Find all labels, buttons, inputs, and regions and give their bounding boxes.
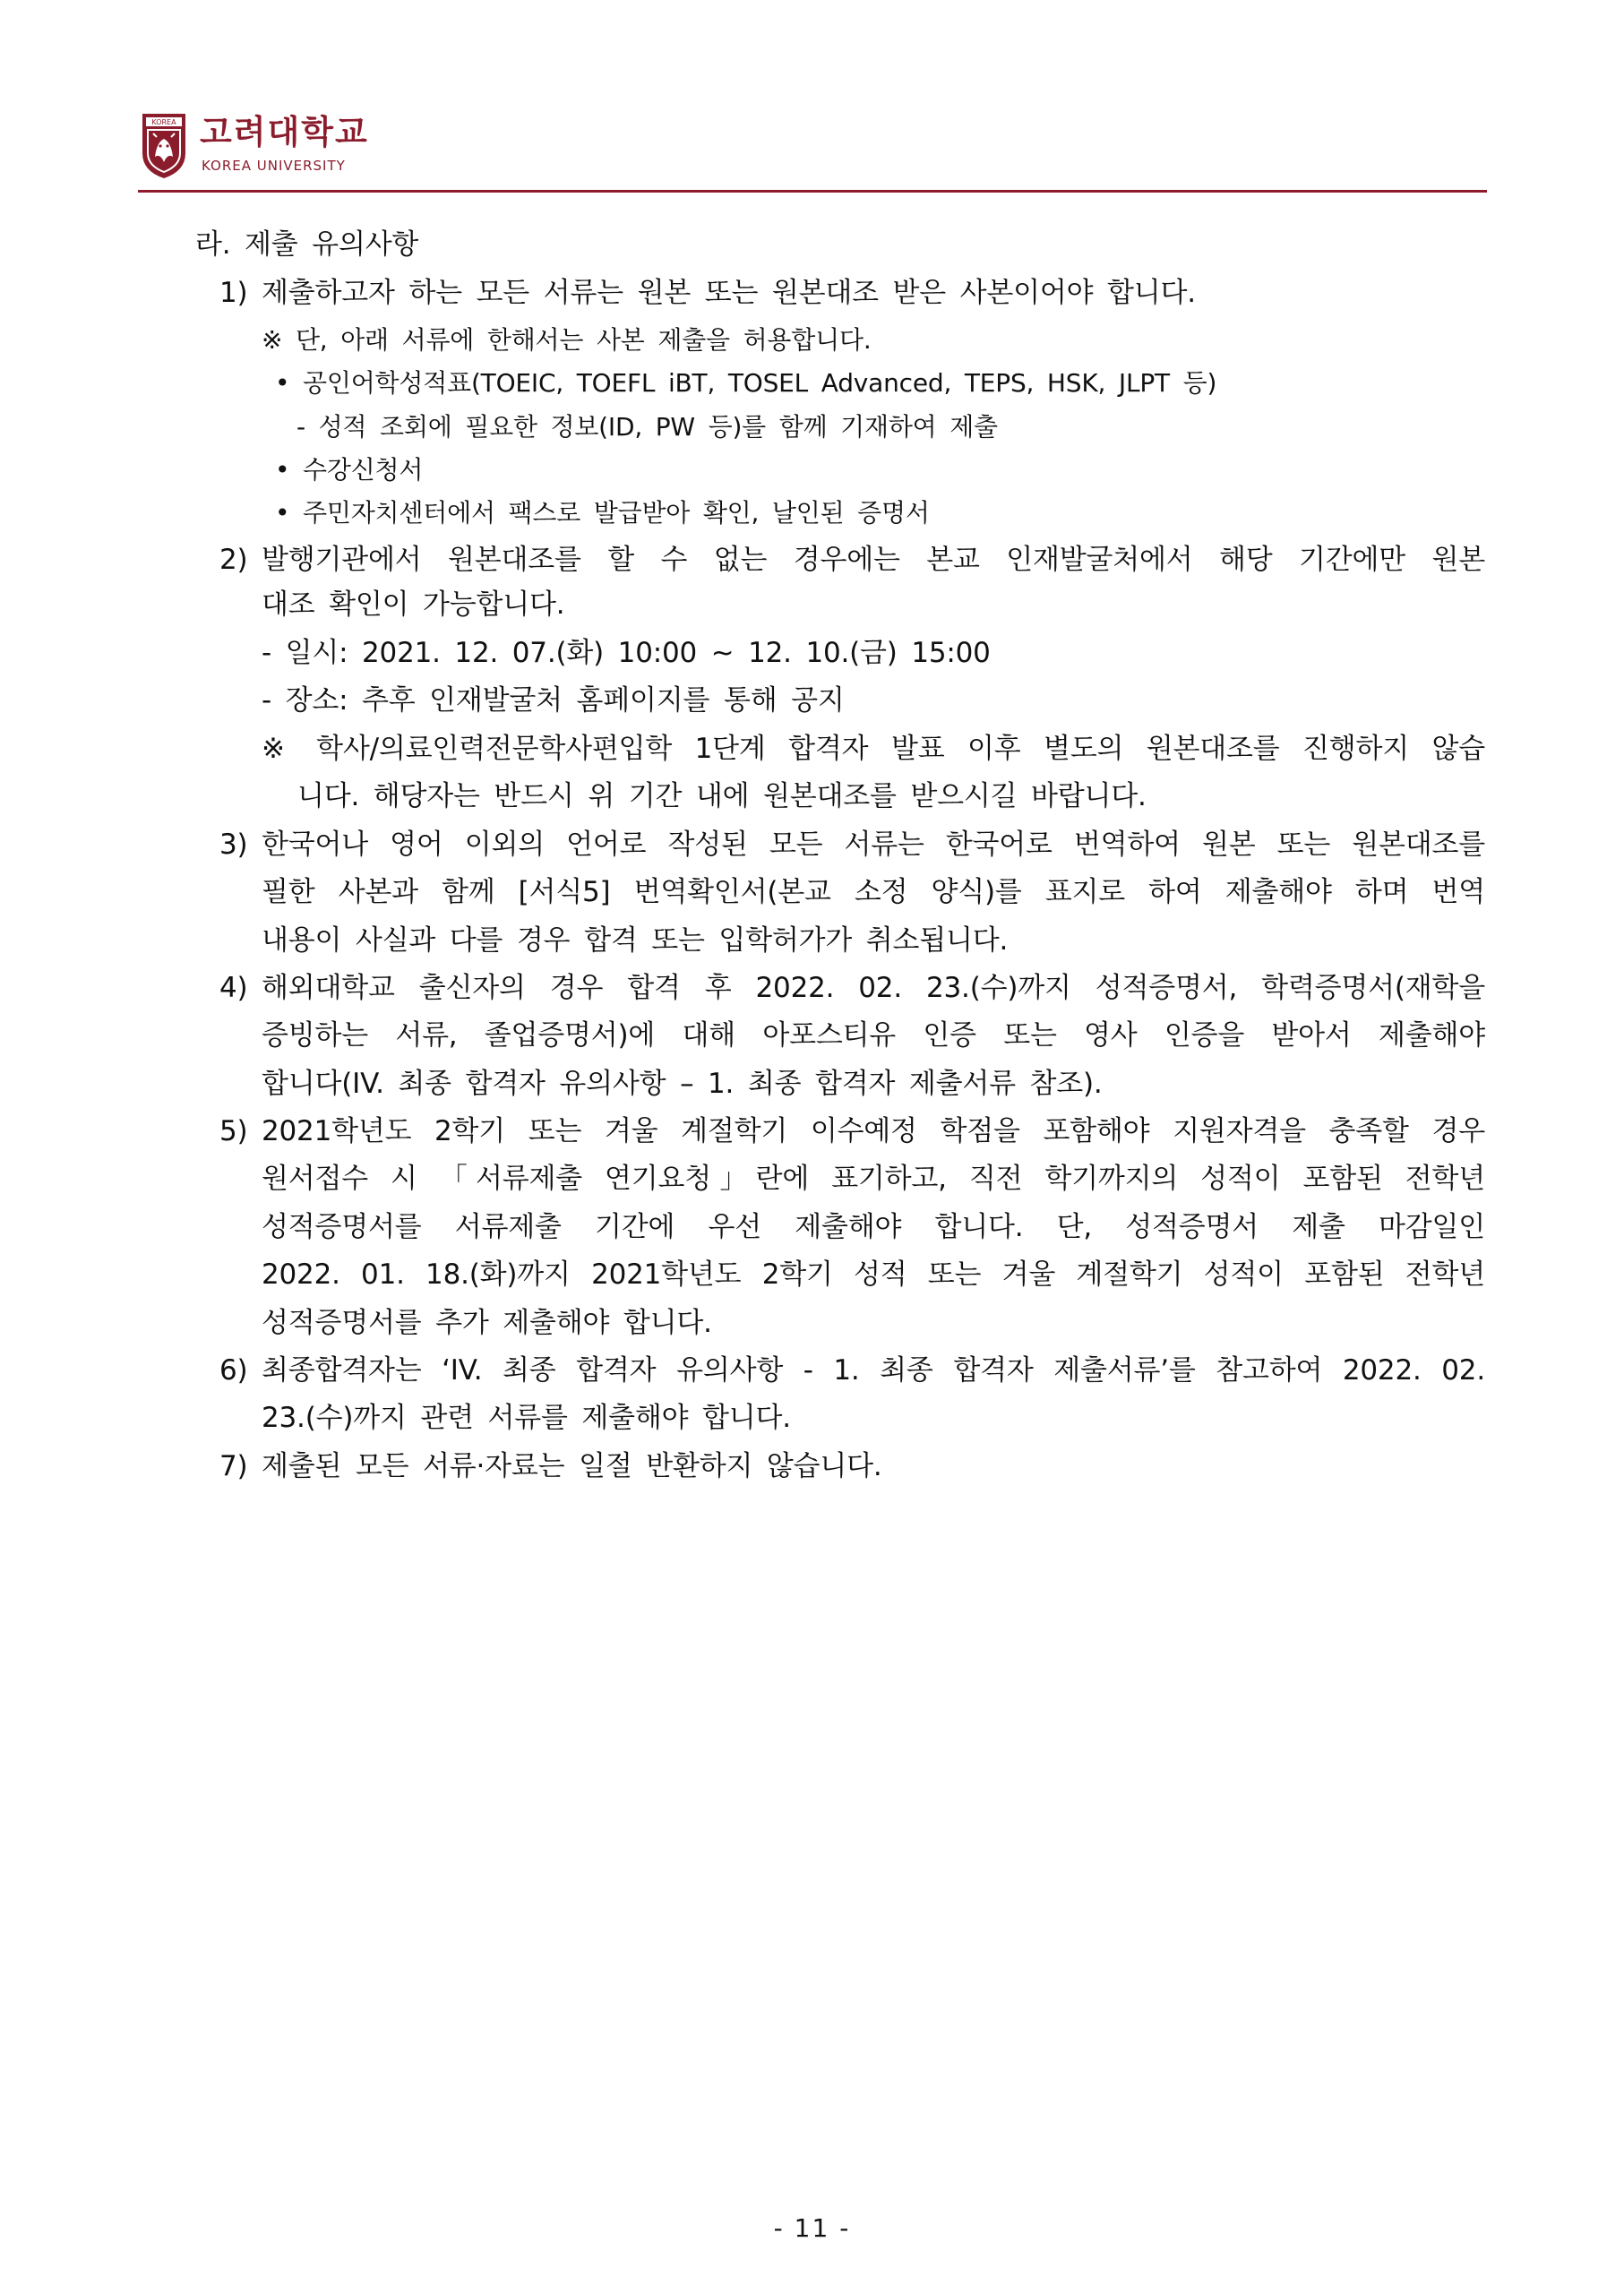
- item-2-place: - 장소: 추후 인재발굴처 홈페이지를 통해 공지: [262, 684, 845, 717]
- item-5-number: 5): [219, 1115, 248, 1147]
- item-2-date: - 일시: 2021. 12. 07.(화) 10:00 ~ 12. 10.(금) 15:00: [262, 637, 991, 669]
- logo-english: KOREA UNIVERSITY: [202, 158, 346, 174]
- item-2-note-line-1: ※ 학사/의료인력전문학사편입학 1단계 합격자 발표 이후 별도의 원본대조를 진행하지 않습: [262, 733, 1485, 765]
- page-number: - 11 -: [773, 2213, 851, 2243]
- item-5-line-2: 원서접수 시 「서류제출 연기요청」란에 표기하고, 직전 학기까지의 성적이 포함된 전학년: [262, 1163, 1485, 1195]
- item-1-bullet-1: • 공인어학성적표(TOEIC, TOEFL iBT, TOSEL Advanced, TEPS, HSK, JLPT 등): [275, 368, 1217, 398]
- item-4-line-3: 합니다(IV. 최종 합격자 유의사항 – 1. 최종 합격자 제출서류 참조).: [262, 1068, 1103, 1100]
- logo-korean: 고려대학교: [200, 113, 369, 151]
- item-1-note: ※ 단, 아래 서류에 한해서는 사본 제출을 허용합니다.: [262, 325, 872, 355]
- item-3-line-3: 내용이 사실과 다를 경우 합격 또는 입학허가가 취소됩니다.: [262, 924, 1009, 957]
- item-3-line-2: 필한 사본과 함께 [서식5] 번역확인서(본교 소정 양식)를 표지로 하여 제출해야 하며 번역: [262, 876, 1485, 908]
- item-1-bullet-2: • 수강신청서: [275, 455, 424, 485]
- item-1-bullet-1-detail: - 성적 조회에 필요한 정보(ID, PW 등)를 함께 기재하여 제출: [296, 412, 998, 442]
- item-7-line-1: 제출된 모든 서류·자료는 일절 반환하지 않습니다.: [262, 1450, 882, 1482]
- item-5-line-1: 2021학년도 2학기 또는 겨울 계절학기 이수예정 학점을 포함해야 지원자격을 충족할 경우: [262, 1115, 1485, 1147]
- item-4-line-2: 증빙하는 서류, 졸업증명서)에 대해 아포스티유 인증 또는 영사 인증을 받아서 제출해야: [262, 1019, 1485, 1052]
- item-3-line-1: 한국어나 영어 이외의 언어로 작성된 모든 서류는 한국어로 번역하여 원본 또는 원본대조를: [262, 829, 1485, 861]
- section-heading: 라. 제출 유의사항: [195, 228, 419, 261]
- item-3-number: 3): [219, 829, 248, 861]
- item-2-line-1: 발행기관에서 원본대조를 할 수 없는 경우에는 본교 인재발굴처에서 해당 기간에만 원본: [262, 544, 1485, 576]
- item-2-line-2: 대조 확인이 가능합니다.: [262, 588, 565, 621]
- item-1-number: 1): [219, 277, 248, 309]
- item-2-note-line-2: 니다. 해당자는 반드시 위 기간 내에 원본대조를 받으시길 바랍니다.: [297, 780, 1147, 812]
- item-6-line-2: 23.(수)까지 관련 서류를 제출해야 합니다.: [262, 1402, 791, 1434]
- item-5-line-4: 2022. 01. 18.(화)까지 2021학년도 2학기 성적 또는 겨울 계절학기 성적이 포함된 전학년: [262, 1258, 1485, 1291]
- university-seal-icon: [141, 112, 187, 180]
- item-6-line-1: 최종합격자는 ‘IV. 최종 합격자 유의사항 - 1. 최종 합격자 제출서류’를 참고하여 2022. 02.: [262, 1354, 1485, 1387]
- item-5-line-5: 성적증명서를 추가 제출해야 합니다.: [262, 1307, 712, 1339]
- item-7-number: 7): [219, 1450, 248, 1482]
- item-5-line-3: 성적증명서를 서류제출 기간에 우선 제출해야 합니다. 단, 성적증명서 제출 마감일인: [262, 1211, 1485, 1243]
- item-2-number: 2): [219, 544, 248, 576]
- university-header: [141, 107, 1484, 193]
- item-4-line-1: 해외대학교 출신자의 경우 합격 후 2022. 02. 23.(수)까지 성적증명서, 학력증명서(재학을: [262, 972, 1485, 1004]
- header-divider: [138, 190, 1487, 193]
- item-6-number: 6): [219, 1354, 248, 1387]
- item-1-line-1: 제출하고자 하는 모든 서류는 원본 또는 원본대조 받은 사본이어야 합니다.: [262, 277, 1196, 309]
- seal-text: KOREA: [151, 118, 176, 126]
- item-1-bullet-3: • 주민자치센터에서 팩스로 발급받아 확인, 날인된 증명서: [275, 498, 930, 528]
- item-4-number: 4): [219, 972, 248, 1004]
